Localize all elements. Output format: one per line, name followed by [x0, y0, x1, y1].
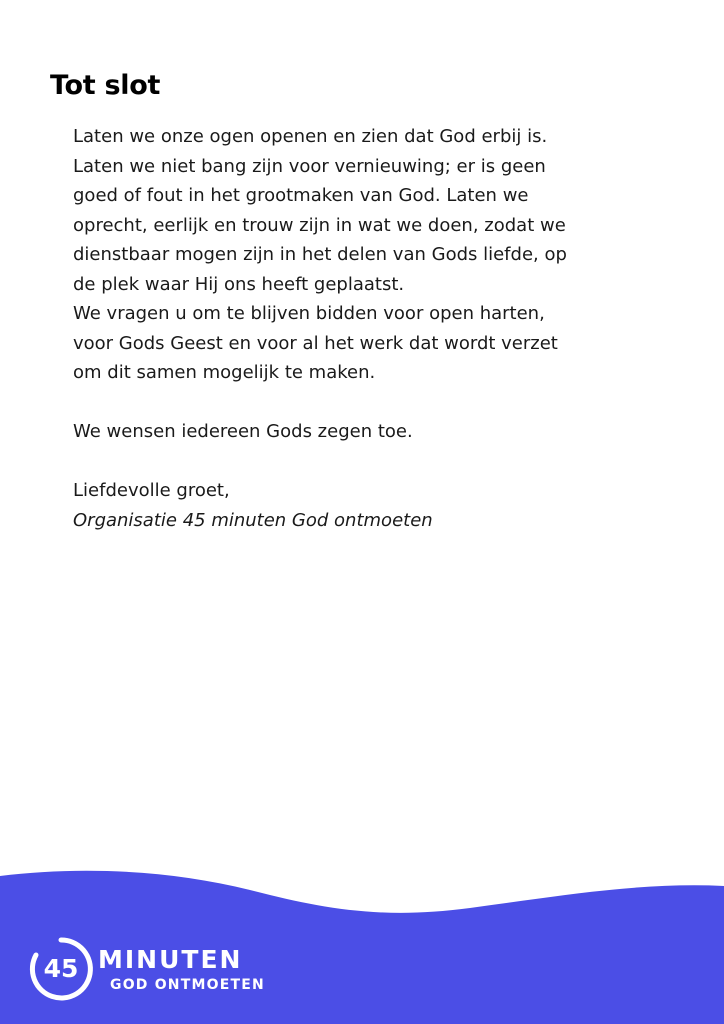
blessing-text: We wensen iedereen Gods zegen toe.	[73, 421, 413, 442]
paragraph-line: Laten we niet bang zijn voor vernieuwing; er is geen	[73, 155, 546, 177]
paragraph-line: de plek waar Hij ons heeft geplaatst.	[73, 273, 405, 295]
brand-logo	[28, 936, 288, 1002]
letter-body	[73, 122, 663, 535]
logo-wordmark-top: MINUTEN	[98, 945, 243, 974]
paragraph-line: Laten we onze ogen openen en zien dat God erbij is.	[73, 126, 548, 147]
logo-wordmark-bottom: GOD ONTMOETEN	[110, 977, 265, 993]
paragraph-line: dienstbaar mogen zijn in het delen van Gods liefde, op	[73, 244, 567, 265]
paragraph-line: We vragen u om te blijven bidden voor open harten,	[73, 303, 545, 324]
signature: Organisatie 45 minuten God ontmoeten	[73, 509, 433, 531]
paragraph-spacer	[73, 447, 663, 477]
closing-greeting: Liefdevolle groet,	[73, 480, 230, 501]
paragraph-spacer	[73, 388, 663, 418]
paragraph-line: om dit samen mogelijk te maken.	[73, 362, 376, 383]
logo-number: 45	[43, 954, 79, 983]
page-title: Tot slot	[50, 70, 161, 101]
paragraph-line: voor Gods Geest en voor al het werk dat wordt verzet	[73, 332, 558, 354]
paragraph-line: goed of fout in het grootmaken van God. Laten we	[73, 185, 529, 206]
paragraph-line: oprecht, eerlijk en trouw zijn in wat we doen, zodat we	[73, 214, 566, 236]
